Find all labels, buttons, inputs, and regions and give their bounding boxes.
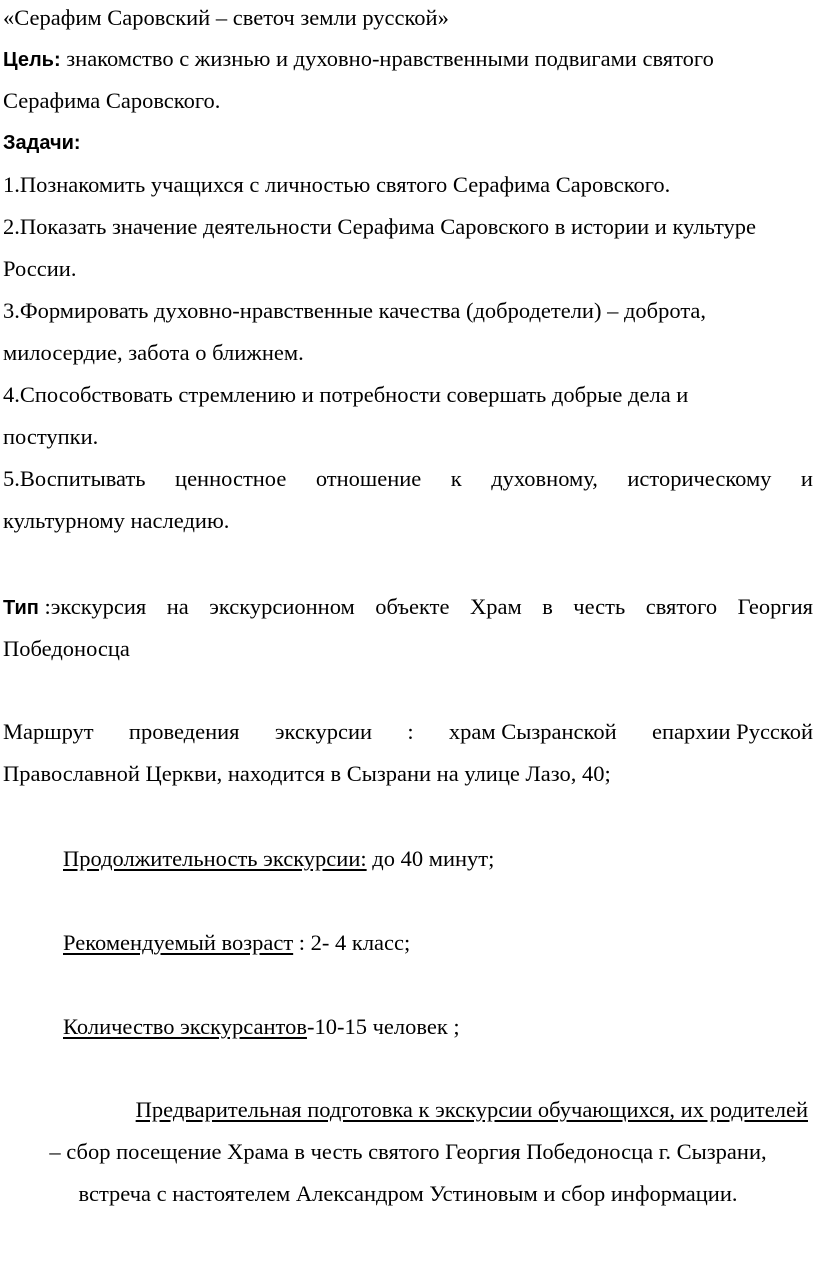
- word: к: [450, 466, 462, 491]
- count-line: [63, 1014, 813, 1040]
- goal-text: знакомство с жизнью и духовно-нравственными подвигами святого: [66, 46, 714, 71]
- goal-label: Цель:: [3, 49, 61, 71]
- word: экскурсии: [274, 719, 373, 744]
- word: епархии Русской: [651, 719, 813, 744]
- task-5-line-1: [3, 466, 813, 492]
- count-value: -10-15 человек ;: [306, 1014, 460, 1039]
- word: храм Сызранской: [448, 719, 617, 744]
- word: духовному,: [491, 466, 598, 491]
- word: в: [542, 594, 553, 619]
- task-2-line-1: 2.Показать значение деятельности Серафима Саровского в истории и культуре: [3, 214, 756, 239]
- duration-label: Продолжительность экскурсии:: [63, 846, 367, 871]
- word: историческому: [627, 466, 772, 491]
- task-2-line-2: России.: [3, 256, 77, 281]
- type-line-1: [3, 594, 813, 621]
- task-4-line-2: поступки.: [3, 424, 99, 449]
- word: :: [407, 719, 414, 744]
- prep-label: Предварительная подготовка к экскурсии обучающихся, их родителей: [135, 1097, 808, 1122]
- duration-value: до 40 минут;: [366, 846, 495, 871]
- document-title: «Серафим Саровский – светоч земли русской»: [3, 5, 449, 30]
- word: честь: [573, 594, 626, 619]
- age-label: Рекомендуемый возраст: [63, 930, 294, 955]
- task-4-line-1: 4.Способствовать стремлению и потребности совершать добрые дела и: [3, 382, 689, 407]
- word: Георгия: [737, 594, 813, 619]
- word: проведения: [128, 719, 240, 744]
- prep-line-1: [0, 1097, 808, 1123]
- type-label: Тип: [3, 597, 39, 619]
- prep-line-2: – сбор посещение Храма в честь святого Георгия Победоносца г. Сызрани,: [49, 1139, 767, 1164]
- word: ценностное: [175, 466, 287, 491]
- task-5-line-2: культурному наследию.: [3, 508, 230, 533]
- age-value: : 2- 4 класс;: [293, 930, 411, 955]
- prep-line-3: встреча с настоятелем Александром Устиновым и сбор информации.: [78, 1181, 738, 1206]
- word: святого: [645, 594, 718, 619]
- type-line-2: Победоносца: [3, 636, 130, 661]
- route-line-1: [3, 719, 813, 745]
- word: 5.Воспитывать: [3, 466, 146, 491]
- task-1: 1.Познакомить учащихся с личностью святого Серафима Саровского.: [3, 172, 671, 197]
- word: экскурсионном: [209, 594, 355, 619]
- task-3-line-2: милосердие, забота о ближнем.: [3, 340, 304, 365]
- duration-line: [63, 846, 813, 872]
- word: и: [800, 466, 813, 491]
- word: Маршрут: [3, 719, 94, 744]
- word: отношение: [315, 466, 422, 491]
- task-3-line-1: 3.Формировать духовно-нравственные качества (добродетели) – доброта,: [3, 298, 707, 323]
- tasks-label: Задачи:: [3, 132, 81, 154]
- type-label-group: [3, 594, 146, 621]
- word: на: [166, 594, 189, 619]
- count-label: Количество экскурсантов: [63, 1014, 307, 1039]
- word: :экскурсия: [44, 594, 147, 619]
- goal-line-1: [3, 46, 813, 73]
- age-line: [63, 930, 813, 956]
- word: объекте: [375, 594, 450, 619]
- word: Храм: [469, 594, 522, 619]
- goal-line-2: Серафима Саровского.: [3, 88, 221, 113]
- route-line-2: Православной Церкви, находится в Сызрани на улице Лазо, 40;: [3, 761, 611, 786]
